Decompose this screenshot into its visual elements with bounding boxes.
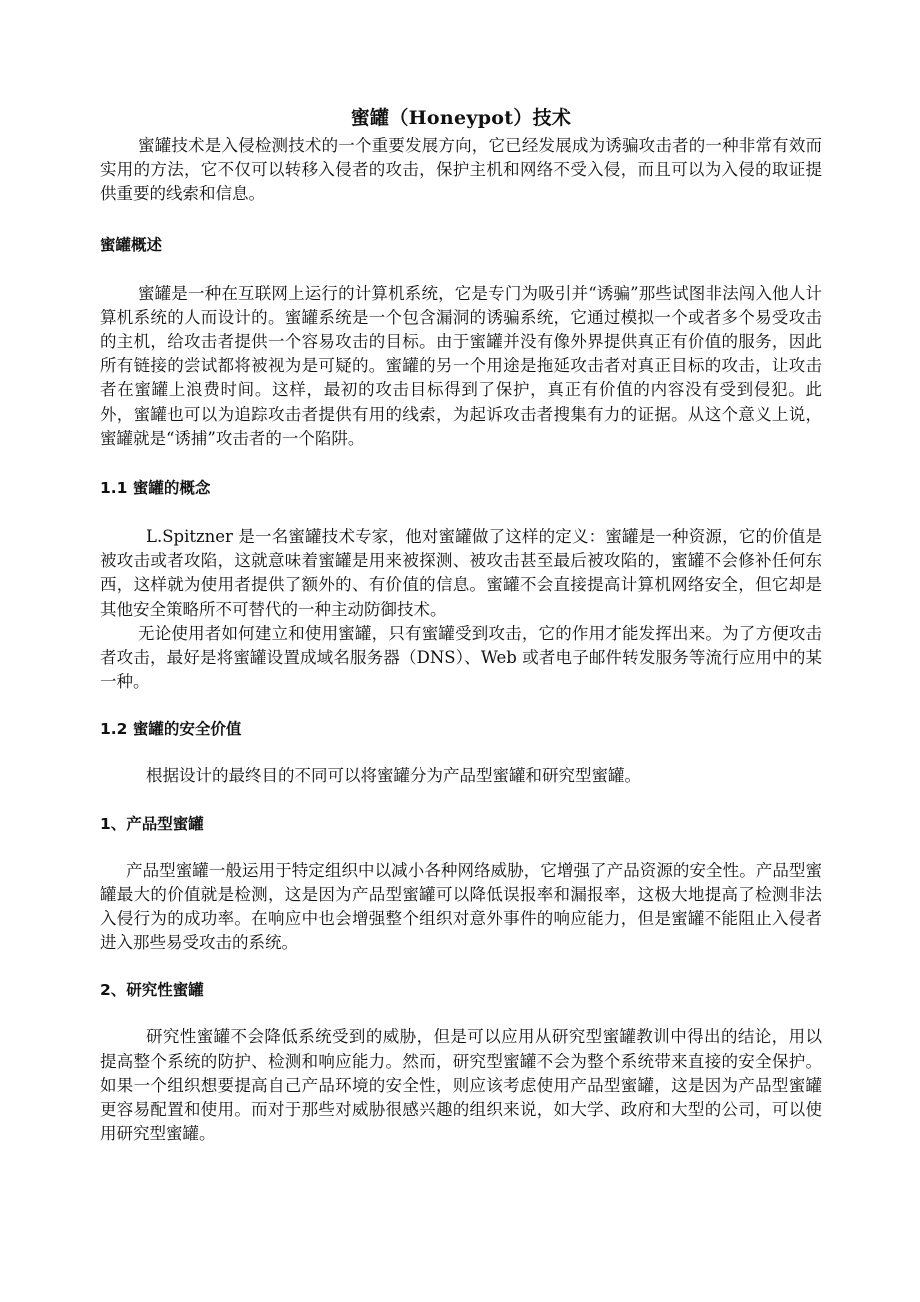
product-honeypot-paragraph: 产品型蜜罐一般运用于特定组织中以减小各种网络威胁，它增强了产品资源的安全性。产品型蜜罐最大的价值就是检测，这是因为产品型蜜罐可以降低误报率和漏报率，这极大地提高了检测非法入侵行为的成功率。在响应中也会增强整个组织对意外事件的响应能力，但是蜜罐不能阻止入侵者进入那些易受攻击的系统。 <box>100 860 822 953</box>
document-title: 蜜罐（Honeypot）技术 <box>350 107 572 129</box>
section-heading-overview: 蜜罐概述 <box>100 235 163 254</box>
overview-paragraph: 蜜罐是一种在互联网上运行的计算机系统，它是专门为吸引并“诱骗”那些试图非法闯入他人计算机系统的人而设计的。蜜罐系统是一个包含漏洞的诱骗系统，它通过模拟一个或者多个易受攻击的主机，给攻击者提供一个容易攻击的目标。由于蜜罐并没有像外界提供真正有价值的服务，因此所有链接的尝试都将被视为是可疑的。蜜罐的另一个用途是拖延攻击者对真正目标的攻击，让攻击者在蜜罐上浪费时间。这样，最初的攻击目标得到了保护，真正有价值的内容没有受到侵犯。此外，蜜罐也可以为追踪攻击者提供有用的线索，为起诉攻击者搜集有力的证据。从这个意义上说，蜜罐就是“诱捕”攻击者的一个陷阱。 <box>100 283 822 448</box>
section-heading-product-honeypot: 1、产品型蜜罐 <box>100 814 204 833</box>
research-honeypot-paragraph: 研究性蜜罐不会降低系统受到的威胁，但是可以应用从研究型蜜罐教训中得出的结论，用以提高整个系统的防护、检测和响应能力。然而，研究型蜜罐不会为整个系统带来直接的安全保护。如果一个组织想要提高自己产品环境的安全性，则应该考虑使用产品型蜜罐，这是因为产品型蜜罐更容易配置和使用。而对于那些对威胁很感兴趣的组织来说，如大学、政府和大型的公司，可以使用研究型蜜罐。 <box>100 1027 822 1144</box>
intro-paragraph: 蜜罐技术是入侵检测技术的一个重要发展方向，它已经发展成为诱骗攻击者的一种非常有效而实用的方法，它不仅可以转移入侵者的攻击，保护主机和网络不受入侵，而且可以为入侵的取证提供重要的线索和信息。 <box>100 136 822 204</box>
section-heading-security-value: 1.2 蜜罐的安全价值 <box>100 720 242 739</box>
section-heading-concept: 1.1 蜜罐的概念 <box>100 479 211 498</box>
section-heading-research-honeypot: 2、研究性蜜罐 <box>100 981 204 1000</box>
document-body <box>100 104 822 1146</box>
security-value-paragraph: 根据设计的最终目的不同可以将蜜罐分为产品型蜜罐和研究型蜜罐。 <box>146 766 641 786</box>
concept-paragraph-1: L.Spitzner 是一名蜜罐技术专家，他对蜜罐做了这样的定义：蜜罐是一种资源，它的价值是被攻击或者攻陷，这就意味着蜜罐是用来被探测、被攻击甚至最后被攻陷的，蜜罐不会修补任何东西，这样就为使用者提供了额外的、有价值的信息。蜜罐不会直接提高计算机网络安全，但它却是其他安全策略所不可替代的一种主动防御技术。 <box>100 527 822 619</box>
concept-paragraph-2: 无论使用者如何建立和使用蜜罐，只有蜜罐受到攻击，它的作用才能发挥出来。为了方便攻击者攻击，最好是将蜜罐设置成域名服务器（DNS）、Web 或者电子邮件转发服务等流行应用中的某一种。 <box>100 623 822 692</box>
